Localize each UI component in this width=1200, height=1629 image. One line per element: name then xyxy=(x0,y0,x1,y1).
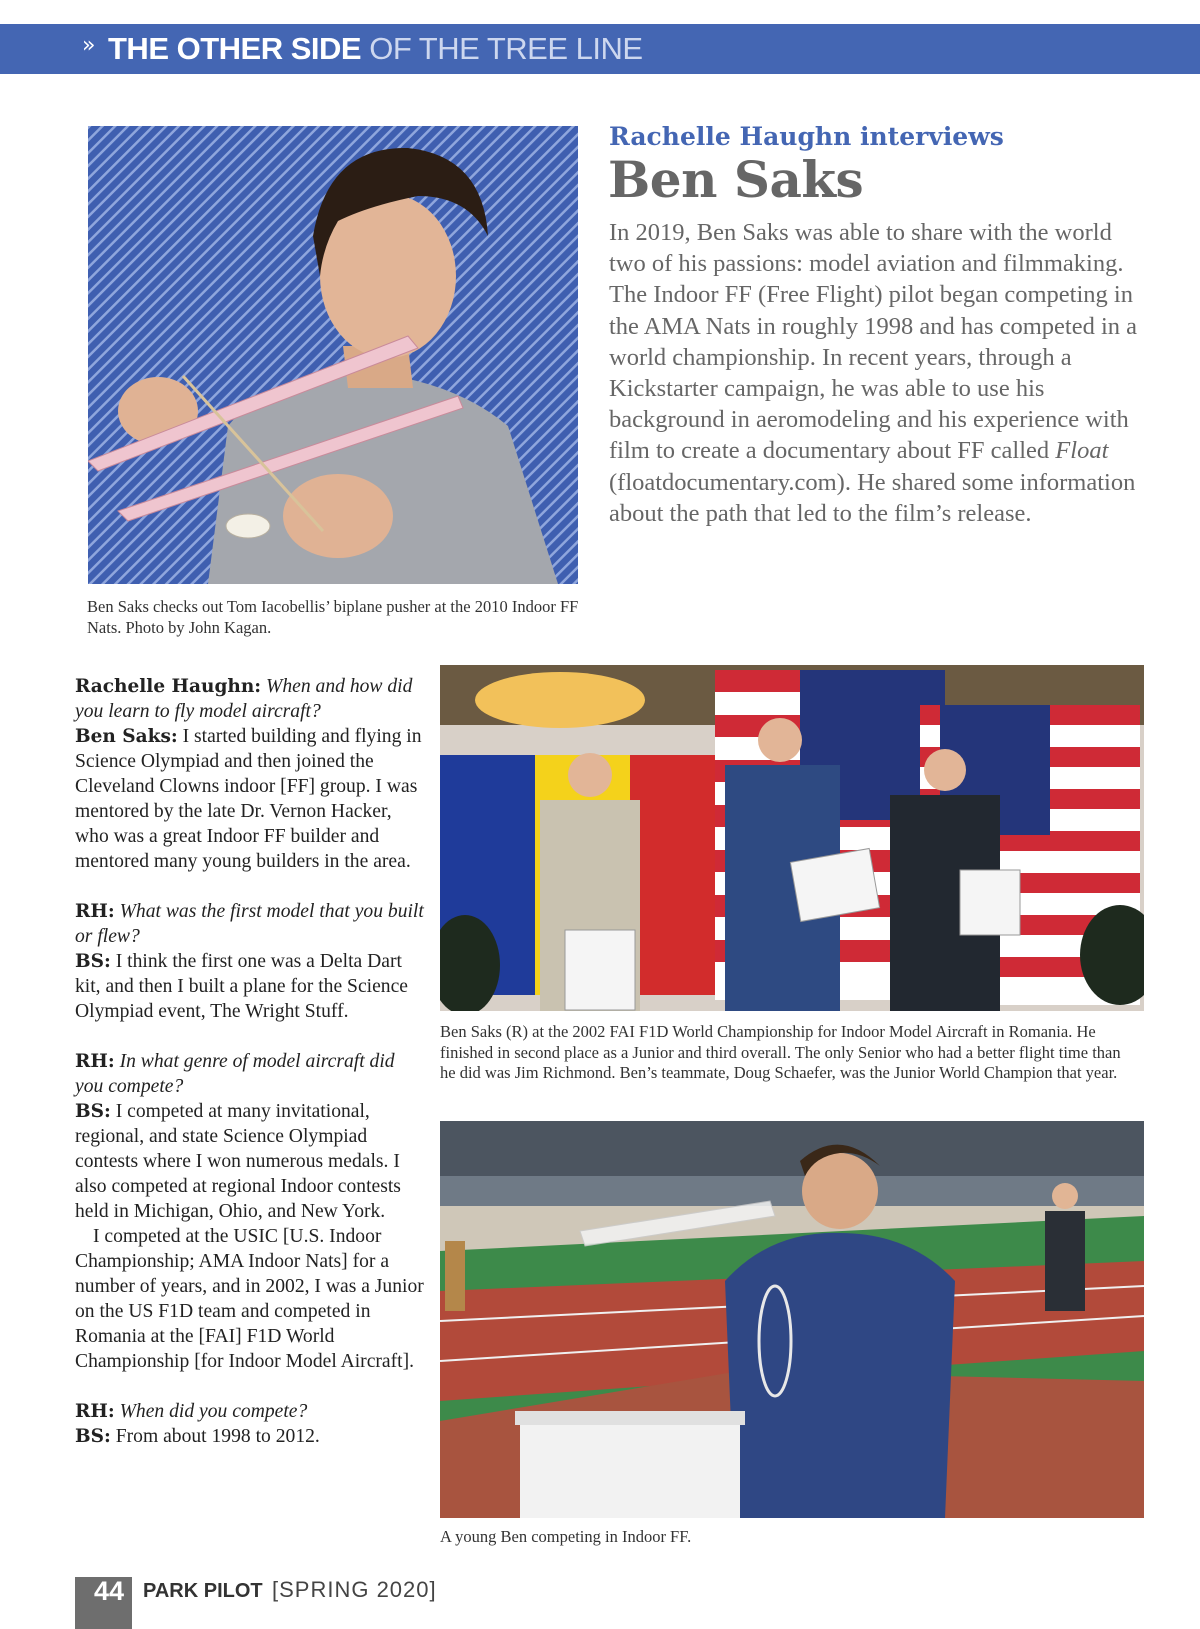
interview-exchange-2 xyxy=(75,899,425,1024)
speaker-label: BS: xyxy=(75,951,111,972)
section-title-bold: THE OTHER SIDE xyxy=(108,31,362,66)
speaker-label: BS: xyxy=(75,1101,111,1122)
speaker-label: Ben Saks: xyxy=(75,726,178,747)
page-number: 44 xyxy=(94,1576,125,1606)
publication-name: PARK PILOT xyxy=(143,1580,263,1602)
speaker-label: RH: xyxy=(75,901,115,922)
answer-text: I competed at many invitational, regional, and state Science Olympiad contests where I won numerous medals. I also competed at regional Indoor contests held in Michigan, Ohio, and New York. xyxy=(75,1101,401,1222)
answer-text: From about 1998 to 2012. xyxy=(110,1426,320,1447)
interviewee-name-title: Ben Saks xyxy=(608,150,864,209)
interview-column xyxy=(75,674,425,1474)
double-chevron-icon: » xyxy=(82,33,96,58)
question-text: When did you compete? xyxy=(114,1401,308,1422)
world-championship-podium-photo xyxy=(440,665,1144,1011)
issue-label: [SPRING 2020] xyxy=(272,1577,437,1602)
speaker-label: RH: xyxy=(75,1401,115,1422)
section-title xyxy=(108,31,643,67)
intro-text: In 2019, Ben Saks was able to share with the world two of his passions: model aviation and filmmaking. The Indoor FF (Free Flight) pilot began competing in the AMA Nats in roughly 1998 and has competed in a world championship. In recent years, through a Kickstarter campaign, he was able to use his background in aeromodeling and his experience with film to create a documentary about FF called xyxy=(609,219,1138,465)
answer-text: I think the first one was a Delta Dart kit, and then I built a plane for the Science Olympiad event, The Wright Stuff. xyxy=(75,951,408,1022)
ben-saks-portrait-photo xyxy=(88,126,578,584)
answer-text: I started building and flying in Science Olympiad and then joined the Cleveland Clowns indoor [FF] group. I was mentored by the late Dr. Vernon Hacker, who was a great Indoor FF builder and mentored many young builders in the area. xyxy=(75,726,422,872)
intro-text-end: (floatdocumentary.com). He shared some information about the path that led to the film’s release. xyxy=(609,468,1136,527)
indoor-ff-competition-photo xyxy=(440,1121,1144,1518)
intro-paragraph xyxy=(609,217,1149,529)
answer-text-continued: I competed at the USIC [U.S. Indoor Championship; AMA Indoor Nats] for a number of years, and in 2002, I was a Junior on the US F1D team and competed in Romania at the [FAI] F1D World Championship [for Indoor Model Aircraft]. xyxy=(75,1226,424,1372)
podium-photo-caption: Ben Saks (R) at the 2002 FAI F1D World Championship for Indoor Model Aircraft in Romania. He finished in second place as a Junior and third overall. The only Senior who had a better flight time than he did was Jim Richmond. Ben’s teammate, Doug Schaefer, was the Junior World Champion that year. xyxy=(440,1022,1121,1082)
portrait-photo-caption: Ben Saks checks out Tom Iacobellis’ biplane pusher at the 2010 Indoor FF Nats. Photo by John Kagan. xyxy=(87,597,579,637)
section-title-light: OF THE TREE LINE xyxy=(361,31,643,66)
interview-exchange-4 xyxy=(75,1399,425,1449)
speaker-label: BS: xyxy=(75,1426,111,1447)
arena-photo-caption: A young Ben competing in Indoor FF. xyxy=(440,1527,692,1546)
speaker-label: RH: xyxy=(75,1051,115,1072)
interview-exchange-3 xyxy=(75,1049,425,1374)
speaker-label: Rachelle Haughn: xyxy=(75,676,262,697)
interview-byline: Rachelle Haughn interviews xyxy=(609,122,1004,151)
question-text: What was the first model that you built or flew? xyxy=(75,901,424,947)
question-text: In what genre of model aircraft did you compete? xyxy=(75,1051,395,1097)
intro-film-title: Float xyxy=(1055,437,1109,465)
interview-exchange-1 xyxy=(75,674,425,874)
question-text: When and how did you learn to fly model aircraft? xyxy=(75,676,413,722)
